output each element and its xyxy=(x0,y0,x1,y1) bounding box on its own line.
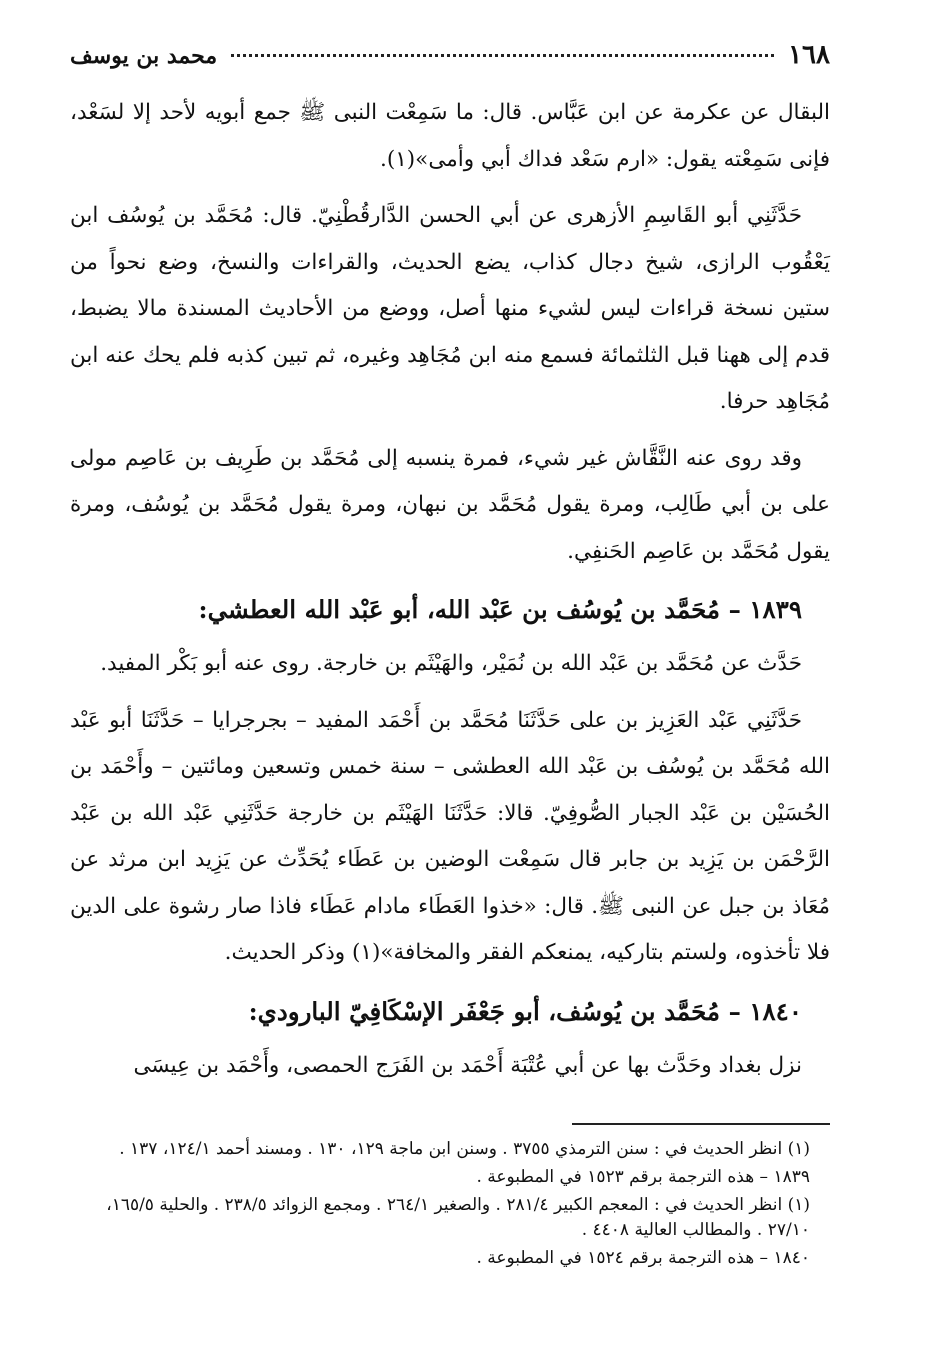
running-title: محمد بن يوسف xyxy=(70,43,218,69)
footnote-separator xyxy=(572,1123,830,1125)
page-number: ١٦٨ xyxy=(788,40,830,70)
footnotes xyxy=(70,1137,830,1271)
paragraph-continued: البقال عن عكرمة عن ابن عَبَّاس. قال: ما سَمِعْت النبى ﷺ جمع أبويه لأحد إلا لسَعْد، فإنى سَمِعْته يقول: «ارم سَعْد فداك أبي وأمى»(١). xyxy=(70,100,830,172)
paragraph-entry-1839-hadith: حَدَّثَنِي عَبْد العَزِيز بن على حَدَّثَنَا مُحَمَّد بن أَحْمَد المفيد – بجرجرايا – حَدَّثَنَا أبو عَبْد الله مُحَمَّد بن يُوسُف بن عَبْد الله العطشى – سنة خمس وتسعين ومائتين – وأَحْمَد بن الحُسَيْن بن عَبْد الجبار الصُّوفِيّ. قالا: حَدَّثَنَا الهَيْثَم بن خارجة حَدَّثَنِي عَبْد الله بن عَبْد الرَّحْمَن بن يَزِيد بن جابر قال سَمِعْت الوضين بن عَطَاء يُحَدِّث عن يَزِيد ابن مرثد عن مُعَاذ بن جبل عن النبى ﷺ. قال: «خذوا العَطَاء مادام عَطَاء فاذا صار رشوة على الدين فلا تأخذوه، ولستم بتاركيه، يمنعكم الفقر والمخافة»(١) وذكر الحديث. xyxy=(70,707,830,965)
book-page xyxy=(70,40,830,1274)
footnote-item: ١٨٤٠ – هذه الترجمة برقم ١٥٢٤ في المطبوعة . xyxy=(476,1248,810,1268)
entry-title-1840: ١٨٤٠ – مُحَمَّد بن يُوسُف، أبو جَعْفَر الإسْكَافِيّ البارودي: xyxy=(248,996,802,1026)
entry-title-1839: ١٨٣٩ – مُحَمَّد بن يُوسُف بن عَبْد الله، أبو عَبْد الله العطشي: xyxy=(198,595,802,624)
footnote-item: ١٨٣٩ – هذه الترجمة برقم ١٥٢٣ في المطبوعة . xyxy=(476,1167,810,1187)
paragraph-naqqash: وقد روى عنه النَّقَّاش غير شيء، فمرة ينسبه إلى مُحَمَّد بن طَرِيف بن عَاصِم مولى على بن أبي طَالِب، ومرة يقول مُحَمَّد بن نبهان، ومرة يقول مُحَمَّد بن يُوسُف، ومرة يقول مُحَمَّد بن عَاصِم الحَنفِي. xyxy=(70,445,830,564)
header-dotted-leader xyxy=(231,54,774,57)
paragraph-entry-1839-intro: حَدَّث عن مُحَمَّد بن عَبْد الله بن نُمَيْر، والهَيْثَم بن خارجة. روى عنه أبو بَكْر المفيد. xyxy=(100,651,802,676)
paragraph-daraqutni-quote: حَدَّثَنِي أبو القَاسِمِ الأزهرى عن أبي الحسن الدَّارقُطْنِيّ. قال: مُحَمَّد بن يُوسُف ابن يَعْقُوب الرازى، شيخ دجال كذاب، يضع الحديث، والقراءات والنسخ، وضع نحواً من ستين نسخة قراءات ليس لشيء منها أصل، ووضع من الأحاديث المسندة مالا يضبط، قدم إلى ههنا قبل الثلثمائة فسمع منه ابن مُجَاهِد وغيره، ثم تبين كذبه فلم يحك عنه ابن مُجَاهِد حرفا. xyxy=(70,203,830,414)
page-header xyxy=(70,40,830,84)
footnote-item: (١) انظر الحديث في : المعجم الكبير ٢٨١/٤ . والصغير ٢٦٤/١ . ومجمع الزوائد ٢٣٨/٥ . والحلية ١٦٥/٥، ٢٧/١٠ . والمطالب العالية ٤٤٠٨ . xyxy=(106,1195,810,1240)
footnote-item: (١) انظر الحديث في : سنن الترمذي ٣٧٥٥ . وسنن ابن ماجة ١٢٩، ١٣٠ . ومسند أحمد ١٢٤/١، ١٣٧ . xyxy=(119,1139,810,1159)
paragraph-entry-1840: نزل بغداد وحَدَّث بها عن أبي عُتْبَة أَحْمَد بن الفَرَج الحمصى، وأَحْمَد بن عِيسَى xyxy=(133,1052,802,1078)
